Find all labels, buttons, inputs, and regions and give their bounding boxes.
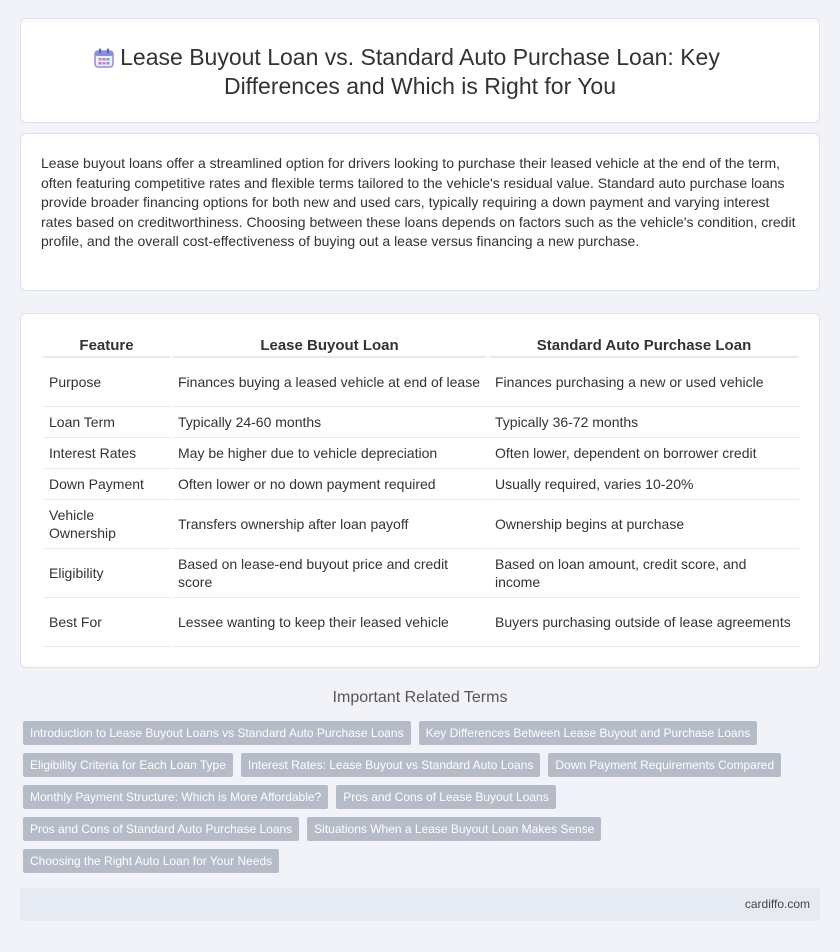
header-feature: Feature — [43, 336, 170, 358]
lease-buyout-cell: Based on lease-end buyout price and credit score — [172, 549, 487, 598]
standard-loan-cell: Usually required, varies 10-20% — [489, 469, 799, 500]
table-row — [43, 438, 799, 469]
lease-buyout-cell: Lessee wanting to keep their leased vehicle — [172, 598, 487, 647]
lease-buyout-cell: Typically 24-60 months — [172, 407, 487, 438]
comparison-table-card — [20, 313, 820, 668]
related-terms-heading: Important Related Terms — [332, 689, 508, 706]
feature-cell: Vehicle Ownership — [43, 500, 170, 549]
related-term-tag[interactable]: Key Differences Between Lease Buyout and Purchase Loans — [419, 721, 758, 745]
comparison-table — [43, 336, 799, 647]
standard-loan-cell: Typically 36-72 months — [489, 407, 799, 438]
feature-cell: Purpose — [43, 358, 170, 407]
lease-buyout-cell: Transfers ownership after loan payoff — [172, 500, 487, 549]
related-terms-list — [23, 721, 823, 873]
table-row — [43, 500, 799, 549]
feature-cell: Loan Term — [43, 407, 170, 438]
feature-cell: Eligibility — [43, 549, 170, 598]
title-card — [20, 18, 820, 123]
standard-loan-cell: Finances purchasing a new or used vehicle — [489, 358, 799, 407]
header-lease-buyout-loan: Lease Buyout Loan — [172, 336, 487, 358]
table-row — [43, 407, 799, 438]
lease-buyout-cell: Often lower or no down payment required — [172, 469, 487, 500]
lease-buyout-cell: May be higher due to vehicle depreciation — [172, 438, 487, 469]
related-term-tag[interactable]: Situations When a Lease Buyout Loan Makes Sense — [307, 817, 601, 841]
related-term-tag[interactable]: Pros and Cons of Lease Buyout Loans — [336, 785, 555, 809]
standard-loan-cell: Often lower, dependent on borrower credit — [489, 438, 799, 469]
table-row — [43, 358, 799, 407]
related-term-tag[interactable]: Eligibility Criteria for Each Loan Type — [23, 753, 233, 777]
feature-cell: Interest Rates — [43, 438, 170, 469]
related-term-tag[interactable]: Monthly Payment Structure: Which is More Affordable? — [23, 785, 328, 809]
table-header-row — [43, 336, 799, 358]
table-row — [43, 469, 799, 500]
related-term-tag[interactable]: Choosing the Right Auto Loan for Your Needs — [23, 849, 279, 873]
feature-cell: Best For — [43, 598, 170, 647]
table-row — [43, 549, 799, 598]
related-term-tag[interactable]: Down Payment Requirements Compared — [548, 753, 781, 777]
footer — [20, 888, 820, 921]
footer-site-link[interactable]: cardiffo.com — [744, 897, 810, 911]
feature-cell: Down Payment — [43, 469, 170, 500]
standard-loan-cell: Ownership begins at purchase — [489, 500, 799, 549]
table-row — [43, 598, 799, 647]
standard-loan-cell: Based on loan amount, credit score, and income — [489, 549, 799, 598]
header-standard-auto-purchase-loan: Standard Auto Purchase Loan — [489, 336, 799, 358]
standard-loan-cell: Buyers purchasing outside of lease agreements — [489, 598, 799, 647]
related-term-tag[interactable]: Pros and Cons of Standard Auto Purchase Loans — [23, 817, 299, 841]
related-term-tag[interactable]: Introduction to Lease Buyout Loans vs Standard Auto Purchase Loans — [23, 721, 411, 745]
page-title: Lease Buyout Loan vs. Standard Auto Purchase Loan: Key Differences and Which is Right for You — [120, 44, 720, 99]
intro-card — [20, 133, 820, 291]
lease-buyout-cell: Finances buying a leased vehicle at end of lease — [172, 358, 487, 407]
intro-paragraph: Lease buyout loans offer a streamlined option for drivers looking to purchase their leased vehicle at the end of the term, often featuring competitive rates and flexible terms tailored to the vehicle's residual value. Standard auto purchase loans provide broader financing options for both new and used cars, typically requiring a down payment and varying interest rates based on creditworthiness. Choosing between these loans depends on factors such as the vehicle's condition, credit profile, and the overall cost-effectiveness of buying out a lease versus financing a new purchase. — [41, 155, 796, 249]
related-term-tag[interactable]: Interest Rates: Lease Buyout vs Standard Auto Loans — [241, 753, 541, 777]
